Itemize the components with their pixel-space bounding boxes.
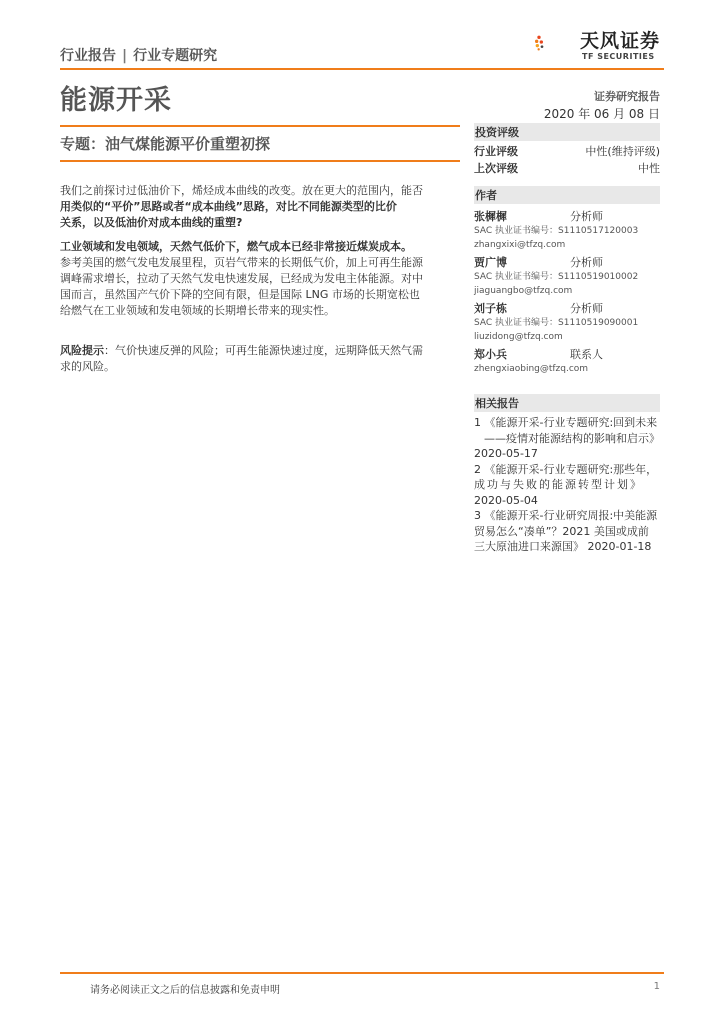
breadcrumb-item: 行业报告 (60, 48, 116, 64)
related-line: 2020-05-17 (474, 447, 538, 460)
report-type: 证券研究报告 (594, 90, 660, 103)
author-email[interactable]: liuzidong@tfzq.com (474, 332, 563, 342)
paragraph-2-line: 调峰需求增长，拉动了天然气发电快速发展，已经成为发电主体能源。对中 (60, 272, 423, 285)
author-role: 分析师 (570, 256, 603, 269)
paragraph-2-heading: 工业领域和发电领域，天然气低价下，燃气成本已经非常接近煤炭成本。 (60, 240, 412, 253)
author-entry (474, 348, 660, 376)
paragraph-1-line: 用类似的“平价”思路或者“成本曲线”思路，对比不同能源类型的比价 (60, 200, 397, 213)
logo-text-en: TF SECURITIES (582, 52, 655, 61)
author-email[interactable]: zhangxixi@tfzq.com (474, 240, 566, 250)
related-reports-panel (474, 394, 660, 555)
author-email[interactable]: jiaguangbo@tfzq.com (474, 286, 573, 296)
author-entry (474, 256, 660, 298)
logo-text-cn: 天风证券 (580, 30, 661, 52)
author-role: 分析师 (570, 210, 603, 223)
author-name: 刘子栋 (474, 302, 507, 315)
report-date: 2020 年 06 月 08 日 (543, 107, 660, 121)
related-heading: 相关报告 (474, 394, 660, 412)
paragraph-2-line: 给燃气在工业领域和发电领域的长期增长带来的现实性。 (60, 304, 335, 317)
rating-panel (474, 123, 660, 177)
related-line[interactable]: 贸易怎么“凑单”？2021 美国或成前 (474, 524, 649, 538)
rating-row (474, 160, 660, 177)
author-cert: SAC 执业证书编号：S1110519010002 (474, 272, 639, 282)
author-role: 分析师 (570, 302, 603, 315)
footer-rule (60, 972, 664, 974)
disclaimer-notice: 请务必阅读正文之后的信息披露和免责申明 (90, 985, 280, 996)
risk-warning (60, 343, 460, 375)
related-line[interactable]: 1 《能源开采-行业专题研究:回到未来 (474, 416, 658, 429)
paragraph-2-line: 国而言，虽然国产气价下降的空间有限，但是国际 LNG 市场的长期宽松也 (60, 288, 420, 301)
breadcrumb-separator: | (122, 48, 128, 64)
rating-value: 中性(维持评级) (585, 145, 660, 158)
risk-text: ：气价快速反弹的风险；可再生能源快速过度，远期降低天然气需 (104, 344, 423, 357)
report-subtitle: 专题：油气煤能源平价重塑初探 (60, 135, 271, 153)
paragraph-2-line: 参考美国的燃气发电发展里程，页岩气带来的长期低气价，加上可再生能源 (60, 256, 423, 269)
related-line[interactable]: 2 《能源开采-行业专题研究:那些年， (474, 462, 658, 476)
related-line: 2020-05-04 (474, 493, 538, 507)
subtitle-rule (60, 160, 460, 162)
paragraph-1-line: 我们之前探讨过低油价下，烯烃成本曲线的改变。放在更大的范围内，能否 (60, 184, 423, 197)
report-summary (60, 183, 460, 375)
paragraph-1 (60, 183, 460, 231)
rating-value: 中性 (638, 162, 660, 175)
related-line[interactable]: 成功与失败的能源转型计划》 (474, 478, 643, 491)
related-line[interactable]: 3 《能源开采-行业研究周报:中美能源 (474, 509, 658, 522)
breadcrumb (60, 45, 217, 65)
rating-key: 行业评级 (474, 145, 518, 158)
title-rule (60, 125, 460, 127)
author-entry (474, 210, 660, 252)
authors-panel (474, 186, 660, 376)
header-rule (60, 68, 664, 70)
breadcrumb-item: 行业专题研究 (133, 48, 218, 64)
risk-label: 风险提示 (60, 344, 104, 357)
paragraph-2 (60, 239, 460, 319)
related-line[interactable]: ——疫情对能源结构的影响和启示》 (484, 431, 660, 445)
sector-title: 能源开采 (60, 85, 172, 116)
rating-row (474, 143, 660, 160)
rating-heading: 投资评级 (474, 123, 660, 141)
author-email[interactable]: zhengxiaobing@tfzq.com (474, 364, 589, 374)
author-cert: SAC 执业证书编号：S1110517120003 (474, 226, 639, 236)
author-name: 贾广博 (474, 256, 507, 269)
related-reports-list (474, 415, 660, 555)
author-entry (474, 302, 660, 344)
author-role: 联系人 (570, 348, 603, 361)
authors-heading: 作者 (474, 186, 660, 204)
page-number: 1 (653, 981, 660, 992)
paragraph-1-line: 关系，以及低油价对成本曲线的重塑? (60, 216, 243, 229)
related-line[interactable]: 三大原油进口来源国》 2020-01-18 (474, 540, 652, 553)
author-name: 郑小兵 (474, 348, 507, 361)
author-cert: SAC 执业证书编号：S1110519090001 (474, 318, 639, 328)
risk-text: 求的风险。 (60, 360, 115, 373)
author-name: 张樨樨 (474, 210, 507, 223)
tf-securities-logo-icon (534, 18, 584, 68)
rating-key: 上次评级 (474, 162, 518, 175)
